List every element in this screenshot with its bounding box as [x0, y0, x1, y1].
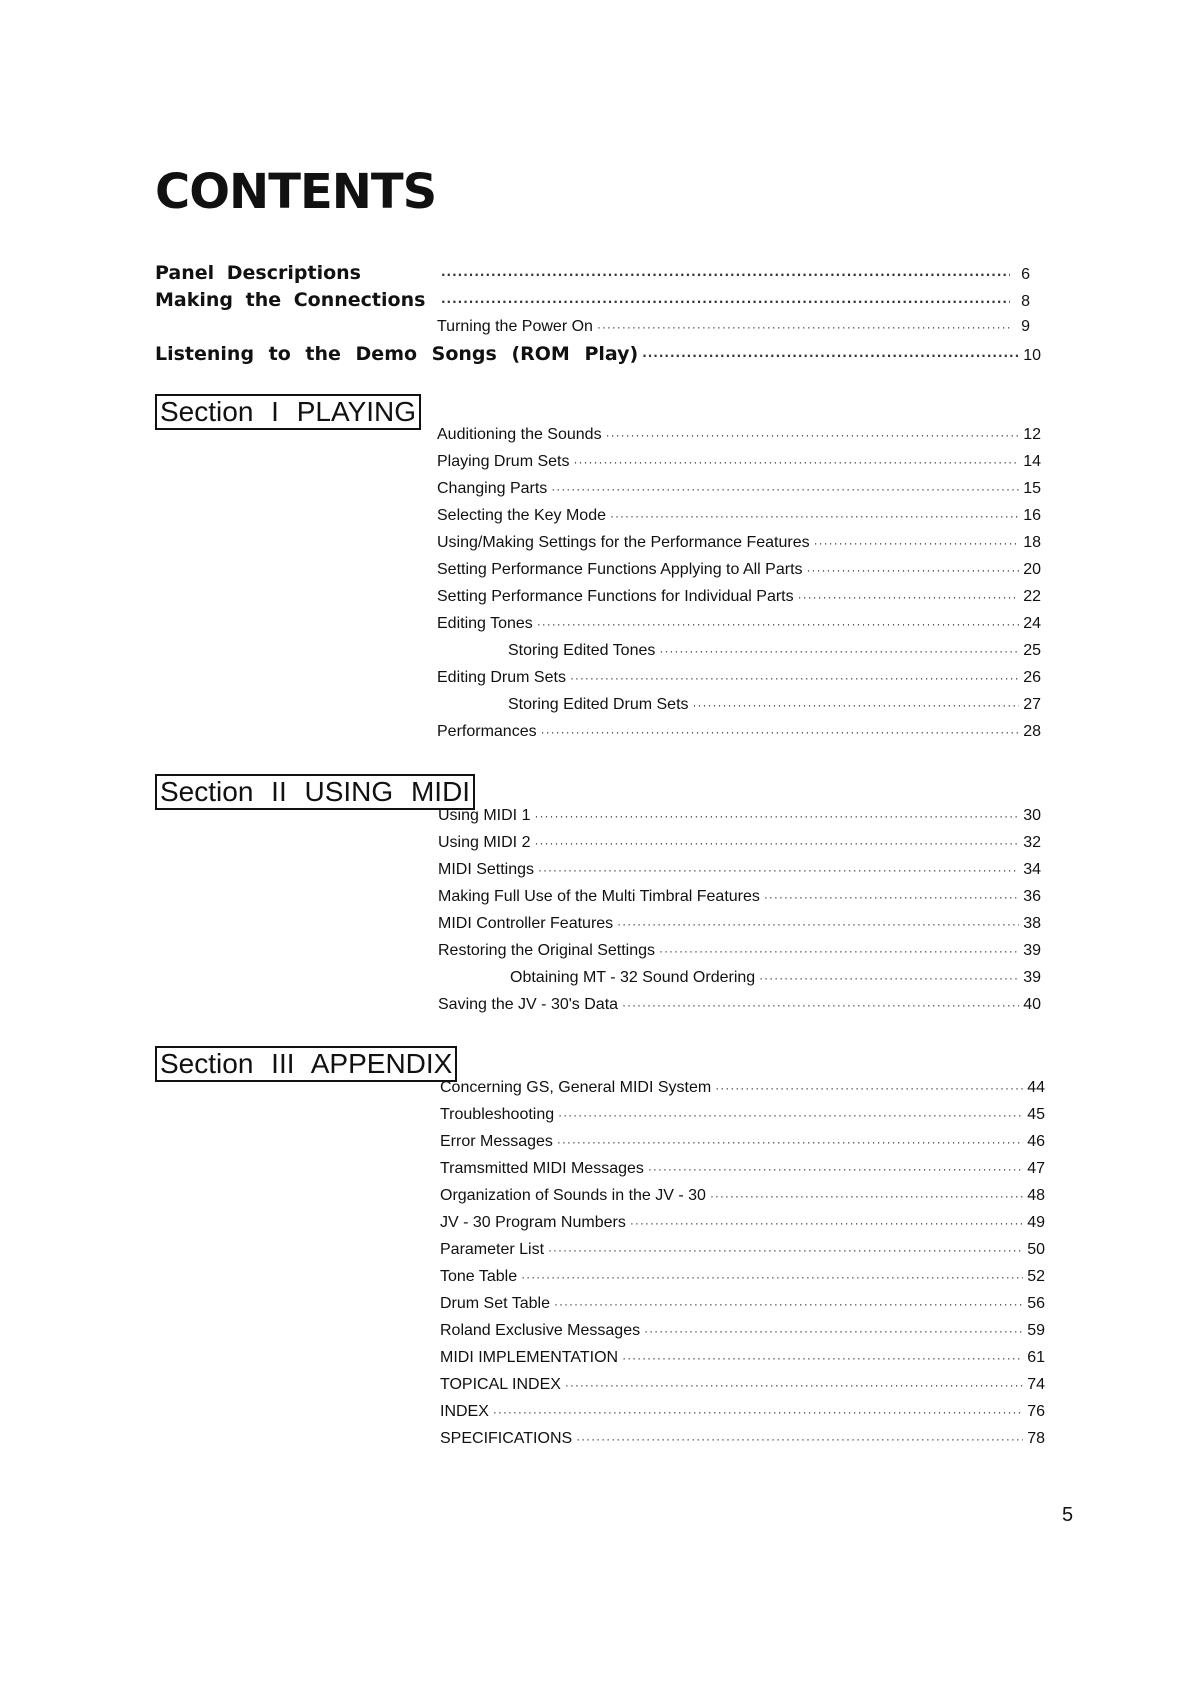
toc-entry-label: Tramsmitted MIDI Messages: [440, 1160, 644, 1177]
toc-entry[interactable]: [438, 830, 1041, 856]
toc-entry[interactable]: [508, 692, 1041, 718]
toc-entry-making-connections[interactable]: [155, 287, 1030, 313]
toc-entry-label: Making the Connections: [155, 289, 426, 311]
dot-leader: [565, 1372, 1023, 1398]
toc-entry-page: 15: [1023, 480, 1041, 497]
toc-entry-label: Roland Exclusive Messages: [440, 1322, 641, 1339]
toc-entry-label: Obtaining MT - 32 Sound Ordering: [510, 969, 756, 986]
toc-entry[interactable]: [440, 1075, 1045, 1101]
toc-entry-page: 32: [1023, 834, 1041, 851]
toc-entry[interactable]: [440, 1156, 1045, 1182]
toc-entry-page: 48: [1027, 1187, 1045, 1204]
toc-entry-label: Tone Table: [440, 1268, 518, 1285]
toc-entry[interactable]: [440, 1237, 1045, 1263]
dot-leader: [558, 1102, 1023, 1128]
toc-entry-page: 49: [1027, 1214, 1045, 1231]
toc-entry-label: Setting Performance Functions Applying to All Parts: [437, 561, 803, 578]
dot-leader: [642, 343, 1019, 369]
toc-entry-page: 76: [1027, 1403, 1045, 1420]
toc-entry-label: Troubleshooting: [440, 1106, 555, 1123]
toc-entry-label: JV - 30 Program Numbers: [440, 1214, 626, 1231]
toc-entry-label: Restoring the Original Settings: [438, 942, 655, 959]
toc-entry-label: Organization of Sounds in the JV - 30: [440, 1187, 706, 1204]
toc-entry-label: Selecting the Key Mode: [437, 507, 606, 524]
toc-entry-label: Playing Drum Sets: [437, 453, 570, 470]
toc-entry-page: 8: [1021, 293, 1030, 310]
toc-entry[interactable]: [440, 1291, 1045, 1317]
toc-entry-page: 39: [1023, 969, 1041, 986]
page-number: 5: [1062, 1504, 1074, 1526]
toc-entry-page: 26: [1023, 669, 1041, 686]
toc-entry-label: Parameter List: [440, 1241, 545, 1258]
toc-entry-page: 39: [1023, 942, 1041, 959]
dot-leader: [648, 1156, 1023, 1182]
dot-leader: [710, 1183, 1023, 1209]
toc-entry-label: Setting Performance Functions for Individual Parts: [437, 588, 794, 605]
toc-entry-label: Drum Set Table: [440, 1295, 550, 1312]
toc-entry[interactable]: [510, 965, 1041, 991]
toc-entry-label: Auditioning the Sounds: [437, 426, 602, 443]
toc-entry-label: Saving the JV - 30's Data: [438, 996, 619, 1013]
toc-entry[interactable]: [437, 611, 1041, 637]
toc-entry-demo-songs[interactable]: [155, 341, 1041, 367]
page-title: CONTENTS: [155, 164, 437, 220]
toc-entry-page: 44: [1027, 1079, 1045, 1096]
toc-entry-page: 45: [1027, 1106, 1045, 1123]
toc-entry-page: 36: [1023, 888, 1041, 905]
toc-entry[interactable]: [437, 476, 1041, 502]
dot-leader: [798, 584, 1020, 610]
toc-entry[interactable]: [438, 992, 1041, 1018]
toc-entry[interactable]: [440, 1102, 1045, 1128]
toc-entry-label: Storing Edited Drum Sets: [508, 696, 689, 713]
toc-entry-page: 16: [1023, 507, 1041, 524]
dot-leader: [441, 262, 1010, 288]
toc-entry[interactable]: [437, 530, 1041, 556]
toc-entry[interactable]: [440, 1183, 1045, 1209]
dot-leader: [557, 1129, 1023, 1155]
toc-entry-label: Panel Descriptions: [155, 262, 361, 284]
dot-leader: [548, 1237, 1023, 1263]
toc-entry[interactable]: [440, 1426, 1045, 1452]
toc-entry-page: 38: [1023, 915, 1041, 932]
toc-entry-page: 59: [1027, 1322, 1045, 1339]
dot-leader: [521, 1264, 1023, 1290]
dot-leader: [570, 665, 1019, 691]
dot-leader: [597, 314, 1010, 340]
section-header-appendix: Section III APPENDIX: [155, 1046, 457, 1082]
toc-entry-page: 50: [1027, 1241, 1045, 1258]
toc-entry-label: Error Messages: [440, 1133, 553, 1150]
toc-entry-label: Editing Drum Sets: [437, 669, 566, 686]
dot-leader: [622, 1345, 1023, 1371]
toc-entry[interactable]: [440, 1372, 1045, 1398]
dot-leader: [610, 503, 1019, 529]
dot-leader: [644, 1318, 1023, 1344]
dot-leader: [630, 1210, 1023, 1236]
dot-leader: [551, 476, 1019, 502]
toc-entry[interactable]: [437, 557, 1041, 583]
dot-leader: [764, 884, 1019, 910]
toc-entry-page: 34: [1023, 861, 1041, 878]
toc-entry-page: 20: [1023, 561, 1041, 578]
dot-leader: [537, 611, 1019, 637]
toc-entry[interactable]: [437, 422, 1041, 448]
dot-leader: [576, 1426, 1023, 1452]
toc-entry-label: MIDI IMPLEMENTATION: [440, 1349, 619, 1366]
toc-entry-label: Storing Edited Tones: [508, 642, 656, 659]
toc-entry-page: 47: [1027, 1160, 1045, 1177]
toc-entry-page: 9: [1021, 318, 1030, 335]
toc-entry-page: 46: [1027, 1133, 1045, 1150]
toc-entry-page: 22: [1023, 588, 1041, 605]
toc-entry-page: 61: [1027, 1349, 1045, 1366]
toc-entry-page: 40: [1023, 996, 1041, 1013]
toc-entry[interactable]: [437, 719, 1041, 745]
toc-entry-label: Using/Making Settings for the Performance Features: [437, 534, 810, 551]
dot-leader: [574, 449, 1020, 475]
toc-entry[interactable]: [440, 1345, 1045, 1371]
dot-leader: [534, 803, 1019, 829]
toc-entry-panel-descriptions[interactable]: [155, 260, 1030, 286]
dot-leader: [554, 1291, 1023, 1317]
dot-leader: [617, 911, 1019, 937]
toc-entry-label: TOPICAL INDEX: [440, 1376, 561, 1393]
toc-entry[interactable]: [508, 638, 1041, 664]
toc-entry-page: 56: [1027, 1295, 1045, 1312]
toc-entry[interactable]: [437, 665, 1041, 691]
toc-entry-label: Making Full Use of the Multi Timbral Features: [438, 888, 760, 905]
toc-entry-page: 14: [1023, 453, 1041, 470]
dot-leader: [715, 1075, 1023, 1101]
toc-entry-turning-power-on[interactable]: [437, 314, 1030, 340]
toc-entry-label: Using MIDI 2: [438, 834, 531, 851]
toc-entry-page: 52: [1027, 1268, 1045, 1285]
toc-entry[interactable]: [440, 1129, 1045, 1155]
toc-entry-page: 12: [1023, 426, 1041, 443]
toc-entry-label: SPECIFICATIONS: [440, 1430, 573, 1447]
toc-entry[interactable]: [438, 803, 1041, 829]
section-header-playing: Section I PLAYING: [155, 394, 421, 430]
toc-entry[interactable]: [438, 884, 1041, 910]
toc-entry[interactable]: [440, 1264, 1045, 1290]
toc-entry-label: Using MIDI 1: [438, 807, 531, 824]
toc-entry-label: Editing Tones: [437, 615, 533, 632]
toc-entry-label: INDEX: [440, 1403, 489, 1420]
toc-entry[interactable]: [437, 449, 1041, 475]
section-header-using-midi: Section II USING MIDI: [155, 774, 475, 810]
dot-leader: [493, 1399, 1023, 1425]
dot-leader: [606, 422, 1020, 448]
dot-leader: [759, 965, 1019, 991]
toc-entry-page: 30: [1023, 807, 1041, 824]
toc-entry[interactable]: [437, 584, 1041, 610]
toc-entry-page: 78: [1027, 1430, 1045, 1447]
toc-entry-page: 28: [1023, 723, 1041, 740]
dot-leader: [541, 719, 1020, 745]
toc-entry-page: 74: [1027, 1376, 1045, 1393]
toc-entry[interactable]: [438, 857, 1041, 883]
dot-leader: [538, 857, 1019, 883]
toc-entry-label: Listening to the Demo Songs (ROM Play): [155, 343, 639, 365]
toc-entry-page: 25: [1023, 642, 1041, 659]
dot-leader: [659, 938, 1019, 964]
toc-entry[interactable]: [438, 938, 1041, 964]
toc-entry-label: Changing Parts: [437, 480, 548, 497]
dot-leader: [693, 692, 1020, 718]
dot-leader: [807, 557, 1020, 583]
toc-entry[interactable]: [440, 1399, 1045, 1425]
toc-entry-page: 18: [1023, 534, 1041, 551]
toc-entry-label: MIDI Controller Features: [438, 915, 614, 932]
toc-entry[interactable]: [440, 1210, 1045, 1236]
dot-leader: [659, 638, 1019, 664]
dot-leader: [622, 992, 1019, 1018]
toc-entry-page: 24: [1023, 615, 1041, 632]
toc-entry-page: 27: [1023, 696, 1041, 713]
toc-entry-page: 10: [1023, 347, 1041, 364]
toc-entry-label: Concerning GS, General MIDI System: [440, 1079, 712, 1096]
toc-entry[interactable]: [438, 911, 1041, 937]
toc-entry[interactable]: [440, 1318, 1045, 1344]
toc-entry[interactable]: [437, 503, 1041, 529]
dot-leader: [441, 289, 1010, 315]
toc-entry-label: Performances: [437, 723, 537, 740]
dot-leader: [534, 830, 1019, 856]
toc-entry-page: 6: [1021, 266, 1030, 283]
toc-entry-label: Turning the Power On: [437, 318, 593, 335]
toc-entry-label: MIDI Settings: [438, 861, 535, 878]
dot-leader: [814, 530, 1020, 556]
